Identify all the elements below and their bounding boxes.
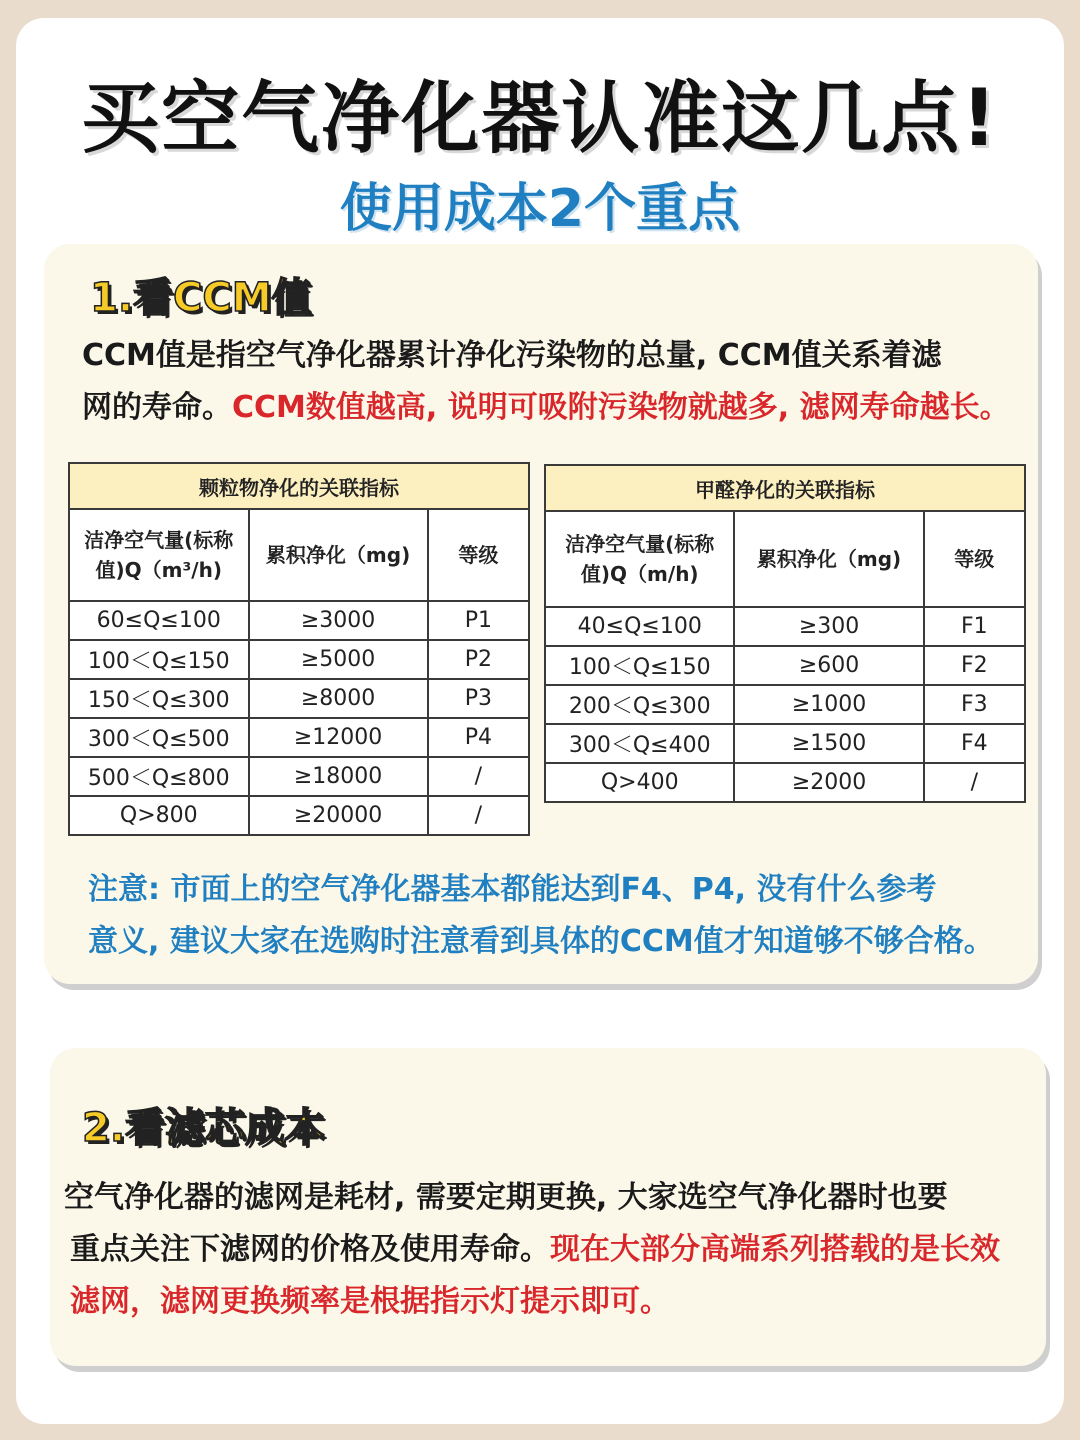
particle-header-grade: 等级: [428, 509, 529, 601]
ccm-description-normal: 网的寿命。: [82, 390, 232, 425]
ccm-description-line1: CCM值是指空气净化器累计净化污染物的总量, CCM值关系着滤: [82, 338, 942, 373]
particle-cell: ≥3000: [249, 601, 428, 640]
formaldehyde-table-row: [545, 607, 1025, 646]
formaldehyde-cell: F1: [924, 607, 1025, 646]
particle-header-cadr: 洁净空气量(标称值)Q（m³/h): [69, 509, 249, 601]
formaldehyde-cell: ≥300: [734, 607, 923, 646]
formaldehyde-table-row: [545, 685, 1025, 724]
formaldehyde-cell: /: [924, 763, 1025, 802]
formaldehyde-header-grade: 等级: [924, 511, 1025, 607]
particle-table-row: [69, 718, 529, 757]
particle-index-table: [68, 462, 530, 836]
particle-table-row: [69, 757, 529, 796]
particle-table-caption: 颗粒物净化的关联指标: [69, 463, 529, 509]
formaldehyde-cell: Q>400: [545, 763, 734, 802]
particle-cell: P1: [428, 601, 529, 640]
ccm-note-line1: 注意: 市面上的空气净化器基本都能达到F4、P4, 没有什么参考: [88, 872, 937, 907]
particle-cell: P3: [428, 679, 529, 718]
particle-cell: 500＜Q≤800: [69, 757, 249, 796]
particle-cell: 300＜Q≤500: [69, 718, 249, 757]
filter-cost-section-card: [50, 1048, 1046, 1366]
ccm-note-line2: 意义, 建议大家在选购时注意看到具体的CCM值才知道够不够合格。: [88, 924, 994, 959]
particle-header-ccm: 累积净化（mg): [249, 509, 428, 601]
formaldehyde-table-row: [545, 724, 1025, 763]
particle-cell: 60≤Q≤100: [69, 601, 249, 640]
particle-cell: ≥5000: [249, 640, 428, 679]
particle-table-row: [69, 679, 529, 718]
formaldehyde-header-cadr: 洁净空气量(标称值)Q（m/h): [545, 511, 734, 607]
formaldehyde-cell: 40≤Q≤100: [545, 607, 734, 646]
filter-cost-line2-highlight: 现在大部分高端系列搭载的是长效: [550, 1232, 1000, 1267]
particle-cell: Q>800: [69, 796, 249, 835]
particle-table-row: [69, 601, 529, 640]
particle-cell: ≥8000: [249, 679, 428, 718]
formaldehyde-index-table: [544, 464, 1026, 803]
filter-cost-line1: 空气净化器的滤网是耗材, 需要定期更换, 大家选空气净化器时也要: [64, 1180, 948, 1215]
formaldehyde-cell: 300＜Q≤400: [545, 724, 734, 763]
formaldehyde-cell: ≥1000: [734, 685, 923, 724]
ccm-description-highlight: CCM数值越高, 说明可吸附污染物就越多, 滤网寿命越长。: [232, 390, 1010, 425]
formaldehyde-table-row: [545, 646, 1025, 685]
particle-table-row: [69, 640, 529, 679]
page-subtitle: 使用成本2个重点: [339, 179, 741, 239]
formaldehyde-cell: F2: [924, 646, 1025, 685]
filter-cost-line3: 滤网，滤网更换频率是根据指示灯提示即可。: [70, 1284, 670, 1319]
particle-cell: ≥20000: [249, 796, 428, 835]
particle-cell: 100＜Q≤150: [69, 640, 249, 679]
particle-cell: P2: [428, 640, 529, 679]
formaldehyde-table-caption: 甲醛净化的关联指标: [545, 465, 1025, 511]
particle-cell: 150＜Q≤300: [69, 679, 249, 718]
page: [16, 18, 1064, 1424]
formaldehyde-cell: F3: [924, 685, 1025, 724]
filter-cost-heading: 2.看滤芯成本: [82, 1105, 326, 1151]
formaldehyde-cell: 200＜Q≤300: [545, 685, 734, 724]
particle-cell: ≥12000: [249, 718, 428, 757]
particle-cell: /: [428, 757, 529, 796]
formaldehyde-header-ccm: 累积净化（mg): [734, 511, 923, 607]
formaldehyde-cell: ≥600: [734, 646, 923, 685]
ccm-section-heading: 1.看CCM值: [90, 275, 312, 321]
ccm-section-card: [44, 244, 1038, 984]
filter-cost-line2: [70, 1224, 1000, 1276]
formaldehyde-cell: ≥1500: [734, 724, 923, 763]
page-title: 买空气净化器认准这几点!: [81, 74, 999, 164]
particle-cell: /: [428, 796, 529, 835]
particle-cell: ≥18000: [249, 757, 428, 796]
formaldehyde-cell: ≥2000: [734, 763, 923, 802]
particle-cell: P4: [428, 718, 529, 757]
formaldehyde-cell: F4: [924, 724, 1025, 763]
filter-cost-line2-normal: 重点关注下滤网的价格及使用寿命。: [70, 1232, 550, 1267]
particle-table-row: [69, 796, 529, 835]
ccm-description-line2: [82, 382, 1010, 434]
formaldehyde-cell: 100＜Q≤150: [545, 646, 734, 685]
formaldehyde-table-row: [545, 763, 1025, 802]
